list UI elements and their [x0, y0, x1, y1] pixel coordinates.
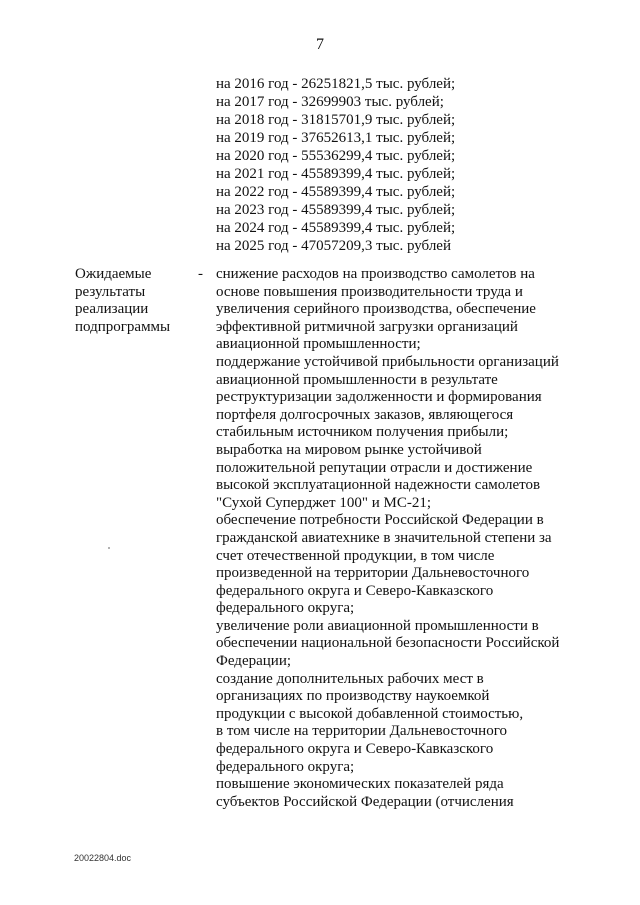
results-text-line: эффективной ритмичной загрузки организаций: [216, 318, 518, 335]
results-text-line: федерального округа;: [216, 758, 355, 775]
page-number: 7: [316, 36, 324, 53]
results-text-line: "Сухой Суперджет 100" и МС-21;: [216, 494, 431, 511]
results-text-line: федерального округа и Северо-Кавказского: [216, 741, 494, 758]
results-text-line: снижение расходов на производство самолетов на: [216, 266, 535, 282]
row-label-line: реализации: [75, 301, 149, 318]
results-text-line: продукции с высокой добавленной стоимостью,: [216, 705, 524, 722]
results-text-line: обеспечении национальной безопасности Российской: [216, 635, 560, 652]
funding-line-2025: на 2025 год - 47057209,3 тыс. рублей: [216, 238, 451, 254]
funding-line-2024: на 2024 год - 45589399,4 тыс. рублей;: [216, 220, 456, 236]
row-label-line: Ожидаемые: [75, 266, 152, 282]
footer-filename: 20022804.doc: [74, 853, 132, 863]
results-text-line: организациях по производству наукоемкой: [216, 688, 490, 705]
results-text-line: стабильным источником получения прибыли;: [216, 424, 509, 441]
results-text-line: создание дополнительных рабочих мест в: [216, 670, 484, 687]
results-text-line: Федерации;: [216, 653, 292, 670]
results-text-line: портфеля долгосрочных заказов, являющегося: [216, 406, 514, 423]
row-label-line: результаты: [75, 283, 146, 300]
funding-line-2020: на 2020 год - 55536299,4 тыс. рублей;: [216, 148, 456, 164]
results-text-line: субъектов Российской Федерации (отчисления: [216, 793, 514, 810]
funding-line-2017: на 2017 год - 32699903 тыс. рублей;: [216, 94, 444, 110]
funding-by-year-list: [216, 75, 536, 255]
funding-line-2023: на 2023 год - 45589399,4 тыс. рублей;: [216, 202, 456, 218]
results-text-line: счет отечественной продукции, в том числе: [216, 547, 495, 564]
results-text-line: выработка на мировом рынке устойчивой: [216, 441, 482, 458]
results-text-line: в том числе на территории Дальневосточного: [216, 723, 507, 740]
results-text-line: положительной репутации отрасли и достижение: [216, 459, 533, 476]
funding-line-2021: на 2021 год - 45589399,4 тыс. рублей;: [216, 166, 456, 182]
scan-speck: [108, 547, 110, 549]
results-text-line: гражданской авиатехнике в значительной степени за: [216, 529, 552, 546]
funding-line-2022: на 2022 год - 45589399,4 тыс. рублей;: [216, 184, 456, 200]
results-text-line: федерального округа;: [216, 600, 355, 617]
results-text-line: поддержание устойчивой прибыльности организаций: [216, 353, 559, 370]
funding-line-2019: на 2019 год - 37652613,1 тыс. рублей;: [216, 130, 456, 146]
results-text-line: обеспечение потребности Российской Федерации в: [216, 512, 544, 529]
results-text-line: увеличения серийного производства, обеспечение: [216, 301, 536, 318]
results-row-label: [75, 266, 195, 336]
results-text-line: авиационной промышленности;: [216, 336, 421, 353]
results-text-line: реструктуризации задолженности и формирования: [216, 389, 542, 406]
expected-results-text: [216, 266, 560, 811]
results-text-line: авиационной промышленности в результате: [216, 371, 498, 388]
results-text-line: высокой эксплуатационной надежности самолетов: [216, 477, 541, 494]
results-text-line: основе повышения производительности труда и: [216, 283, 523, 300]
results-text-line: повышение экономических показателей ряда: [216, 776, 504, 793]
row-separator-dash: -: [198, 266, 203, 282]
row-label-line: подпрограммы: [75, 318, 171, 335]
results-text-line: федерального округа и Северо-Кавказского: [216, 582, 494, 599]
funding-line-2018: на 2018 год - 31815701,9 тыс. рублей;: [216, 112, 456, 128]
results-text-line: увеличение роли авиационной промышленности в: [216, 617, 539, 634]
funding-line-2016: на 2016 год - 26251821,5 тыс. рублей;: [216, 76, 456, 92]
results-text-line: произведенной на территории Дальневосточного: [216, 565, 530, 582]
